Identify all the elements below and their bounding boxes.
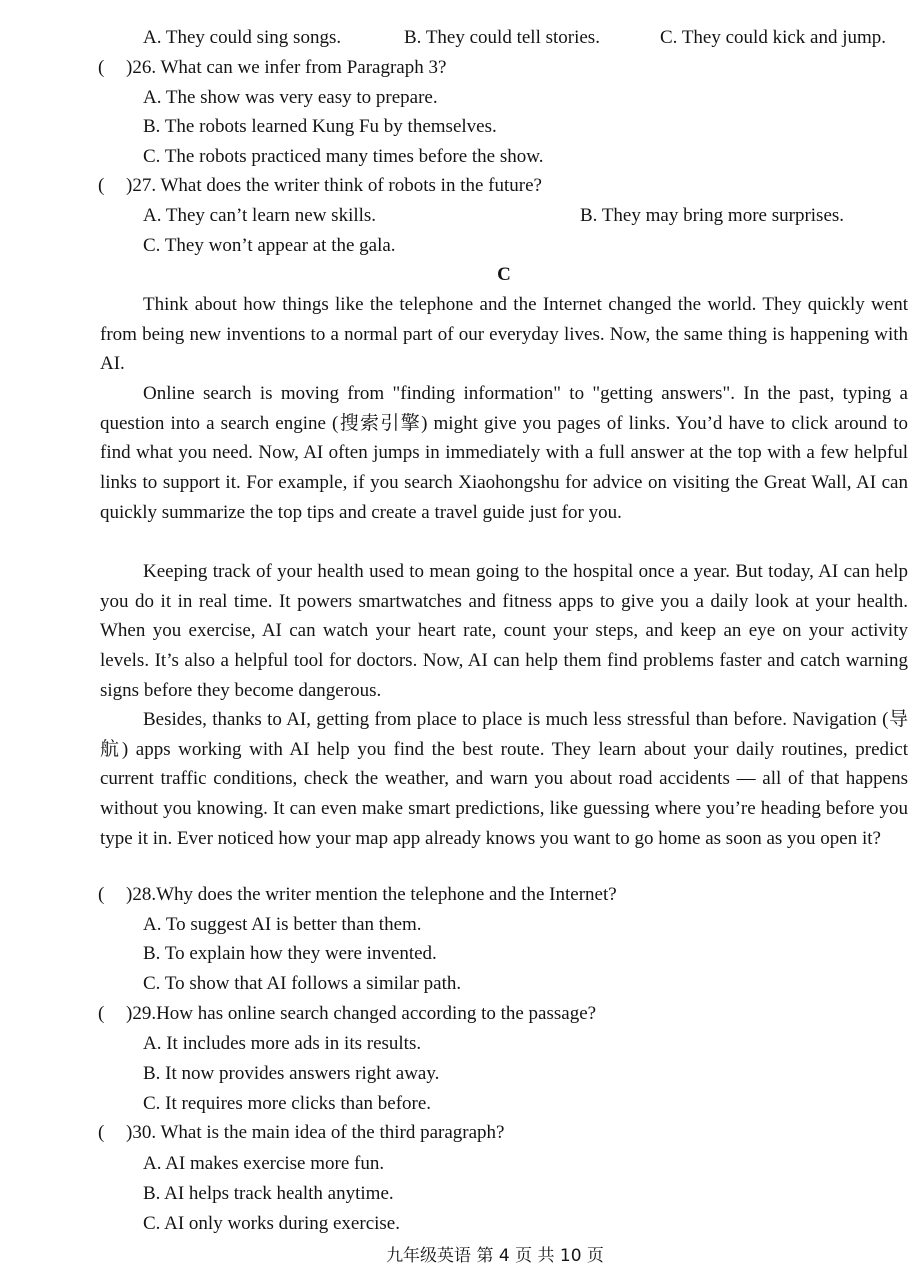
q26-option-a: A. The show was very easy to prepare. (143, 87, 438, 108)
section-c-title: C (497, 264, 511, 285)
q27-option-b: B. They may bring more surprises. (580, 205, 845, 226)
passage-paragraph-2: Online search is moving from "finding information" to "getting answers". In the past, typing a question into a search engine (搜索引擎) might give you pages of links. You’d have to click around to find what you need. Now, AI often jumps in immediately with a full answer at the top with a few helpful links to support it. For example, if you search Xiaohongshu for advice on visiting the Great Wall, AI can quickly summarize the top tips and create a travel guide just for you. (100, 383, 908, 523)
q27-option-c: C. They won’t appear at the gala. (143, 235, 396, 256)
q28-option-a: A. To suggest AI is better than them. (143, 914, 422, 935)
q25-option-c: C. They could kick and jump. (660, 27, 887, 48)
q28-answer-bracket: ( (98, 884, 105, 905)
q29-option-b: B. It now provides answers right away. (143, 1063, 440, 1084)
q29-option-c: C. It requires more clicks than before. (143, 1093, 432, 1114)
passage-paragraph-3: Keeping track of your health used to mean going to the hospital once a year. But today, AI can help you do it in real time. It powers smartwatches and fitness apps to give you a daily look at your health. When you exercise, AI can watch your heart rate, count your steps, and keep an eye on your activity levels. It’s also a helpful tool for doctors. Now, AI can help them find problems faster and catch warning signs before they become dangerous. (100, 561, 908, 701)
q27-option-a: A. They can’t learn new skills. (143, 205, 377, 226)
q29-stem: )29.How has online search changed according to the passage? (126, 1003, 597, 1024)
q30-option-b: B. AI helps track health anytime. (143, 1183, 394, 1204)
q27-stem-row (98, 174, 542, 198)
q27-answer-bracket: ( (98, 175, 105, 196)
q30-answer-bracket: ( (98, 1122, 105, 1143)
q26-option-b: B. The robots learned Kung Fu by themselves. (143, 116, 497, 137)
page-footer: 九年级英语 第 4 页 共 10 页 (386, 1246, 604, 1266)
q29-answer-bracket: ( (98, 1003, 105, 1024)
q29-stem-row (98, 1002, 596, 1026)
q26-answer-bracket: ( (98, 57, 105, 78)
q30-option-c: C. AI only works during exercise. (143, 1213, 400, 1234)
passage-paragraph-1: Think about how things like the telephone and the Internet changed the world. They quickly went from being new inventions to a normal part of our everyday lives. Now, the same thing is happening with AI. (100, 294, 908, 375)
q30-stem-row (98, 1121, 504, 1145)
q28-stem-row (98, 883, 617, 907)
q26-stem: )26. What can we infer from Paragraph 3? (126, 57, 447, 78)
passage-paragraph-4: Besides, thanks to AI, getting from place to place is much less stressful than before. Navigation (导航) apps working with AI help you find the best route. They learn about your daily routines, predict current traffic conditions, check the weather, and warn you about road accidents — all of that happens without you knowing. It can even make smart predictions, like guessing where you’re heading before you type it in. Ever noticed how your map app already knows you want to go home as soon as you open it? (100, 709, 908, 849)
q30-stem: )30. What is the main idea of the third paragraph? (126, 1122, 505, 1143)
q27-stem: )27. What does the writer think of robots in the future? (126, 175, 542, 196)
q26-stem-row (98, 56, 446, 80)
q26-option-c: C. The robots practiced many times before the show. (143, 146, 544, 167)
q25-option-b: B. They could tell stories. (404, 27, 600, 48)
q25-option-a: A. They could sing songs. (143, 27, 342, 48)
q30-option-a: A. AI makes exercise more fun. (143, 1153, 385, 1174)
q28-stem: )28.Why does the writer mention the telephone and the Internet? (126, 884, 617, 905)
q29-option-a: A. It includes more ads in its results. (143, 1033, 422, 1054)
q28-option-b: B. To explain how they were invented. (143, 943, 437, 964)
q28-option-c: C. To show that AI follows a similar path. (143, 973, 462, 994)
